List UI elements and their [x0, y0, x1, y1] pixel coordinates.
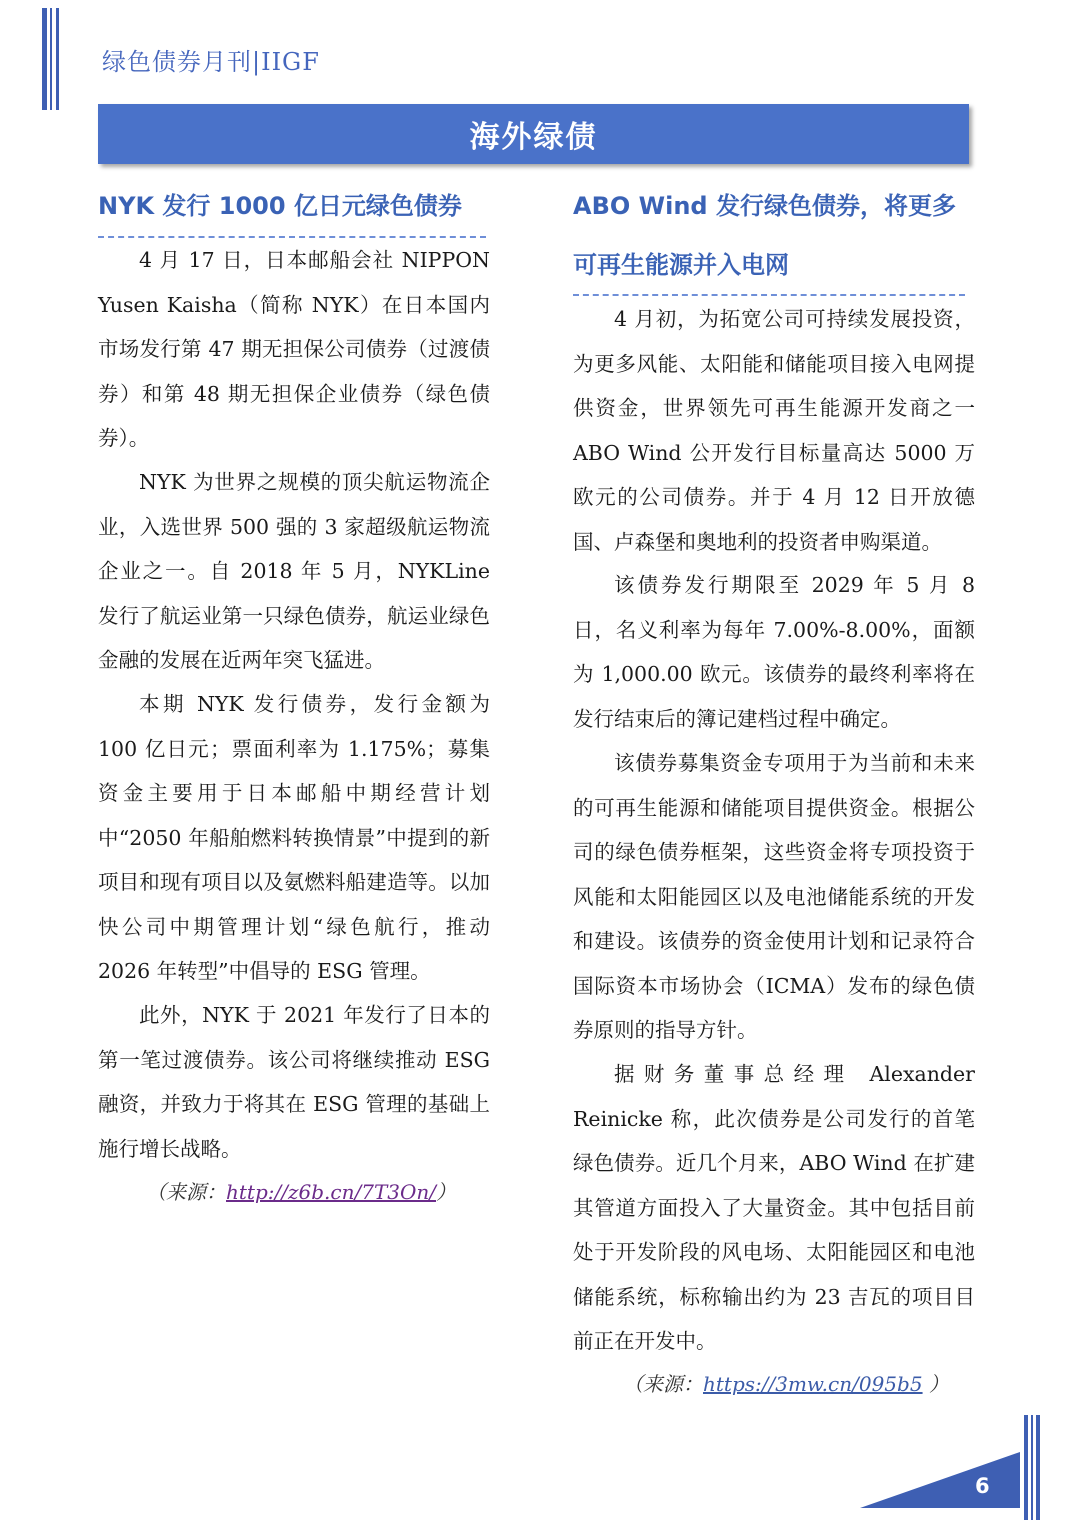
right-source-link[interactable]: https://3mw.cn/095b5	[703, 1372, 923, 1396]
left-article-title: NYK 发行 1000 亿日元绿色债券	[98, 192, 462, 220]
right-source-suffix: ）	[922, 1372, 949, 1396]
right-paragraph-3: 该债券募集资金专项用于为当前和未来的可再生能源和储能项目提供资金。根据公司的绿色债券框架，这些资金将专项投资于风能和太阳能园区以及电池储能系统的开发和建设。该债券的资金使用计划和记录符合国际资本市场协会（ICMA）发布的绿色债券原则的指导方针。	[573, 751, 975, 1042]
page-number: 6	[975, 1474, 990, 1498]
section-banner	[98, 104, 969, 164]
decor-bar-right-1	[1024, 1415, 1028, 1520]
decor-bar-right-2	[1031, 1415, 1033, 1520]
left-source-suffix: ）	[436, 1180, 457, 1204]
left-paragraph-3: 本期 NYK 发行债券，发行金额为 100 亿日元；票面利率为 1.175%；募集资金主要用于日本邮船中期经营计划中“2050 年船舶燃料转换情景”中提到的新项目和现有项目以及氨燃料船建造等。以加快公司中期管理计划“绿色航行，推动 2026 年转型”中倡导的 ESG 管理。	[98, 692, 490, 983]
right-paragraph-1: 4 月初，为拓宽公司可持续发展投资，为更多风能、太阳能和储能项目接入电网提供资金，世界领先可再生能源开发商之一 ABO Wind 公开发行目标量高达 5000 万欧元的公司债券。并于 4 月 12 日开放德国、卢森堡和奥地利的投资者申购渠道。	[573, 307, 975, 554]
right-paragraph-2: 该债券发行期限至 2029 年 5 月 8 日，名义利率为每年 7.00%-8.00%，面额为 1,000.00 欧元。该债券的最终利率将在发行结束后的簿记建档过程中确定。	[573, 573, 975, 731]
left-source-prefix: （来源：	[146, 1180, 226, 1204]
right-article-title-line1: ABO Wind 发行绿色债券，将更多	[573, 192, 956, 220]
decor-bar-left-1	[42, 8, 47, 110]
section-banner-title: 海外绿债	[469, 120, 598, 155]
right-title-divider	[573, 294, 965, 296]
right-source	[623, 1364, 973, 1404]
right-article-title-line2: 可再生能源并入电网	[573, 251, 789, 279]
decor-bar-right-3	[1036, 1415, 1040, 1520]
decor-bar-left-2	[50, 8, 52, 110]
left-paragraph-4: 此外，NYK 于 2021 年发行了日本的第一笔过渡债券。该公司将继续推动 ESG 融资，并致力于将其在 ESG 管理的基础上施行增长战略。	[98, 1003, 490, 1161]
journal-header-title: 绿色债券月刊|IIGF	[102, 48, 320, 76]
left-paragraph-1: 4 月 17 日，日本邮船会社 NIPPON Yusen Kaisha（简称 NYK）在日本国内市场发行第 47 期无担保公司债券（过渡债券）和第 48 期无担保企业债券（绿色债券）。	[98, 248, 490, 450]
page-number-triangle	[860, 1452, 1020, 1508]
left-source-link[interactable]: http://z6b.cn/7T3On/	[226, 1180, 437, 1204]
right-paragraph-4: 据财务董事总经理 Alexander Reinicke 称，此次债券是公司发行的首笔绿色债券。近几个月来，ABO Wind 在扩建其管道方面投入了大量资金。其中包括目前处于开发阶段的风电场、太阳能园区和电池储能系统，标称输出约为 23 吉瓦的项目目前正在开发中。	[573, 1062, 975, 1353]
decor-bar-left-3	[56, 8, 59, 110]
left-paragraph-2: NYK 为世界之规模的顶尖航运物流企业，入选世界 500 强的 3 家超级航运物流企业之一。自 2018 年 5 月，NYKLine 发行了航运业第一只绿色债券，航运业绿色金融的发展在近两年突飞猛进。	[98, 470, 490, 672]
left-source	[146, 1172, 496, 1212]
right-source-prefix: （来源：	[623, 1372, 703, 1396]
